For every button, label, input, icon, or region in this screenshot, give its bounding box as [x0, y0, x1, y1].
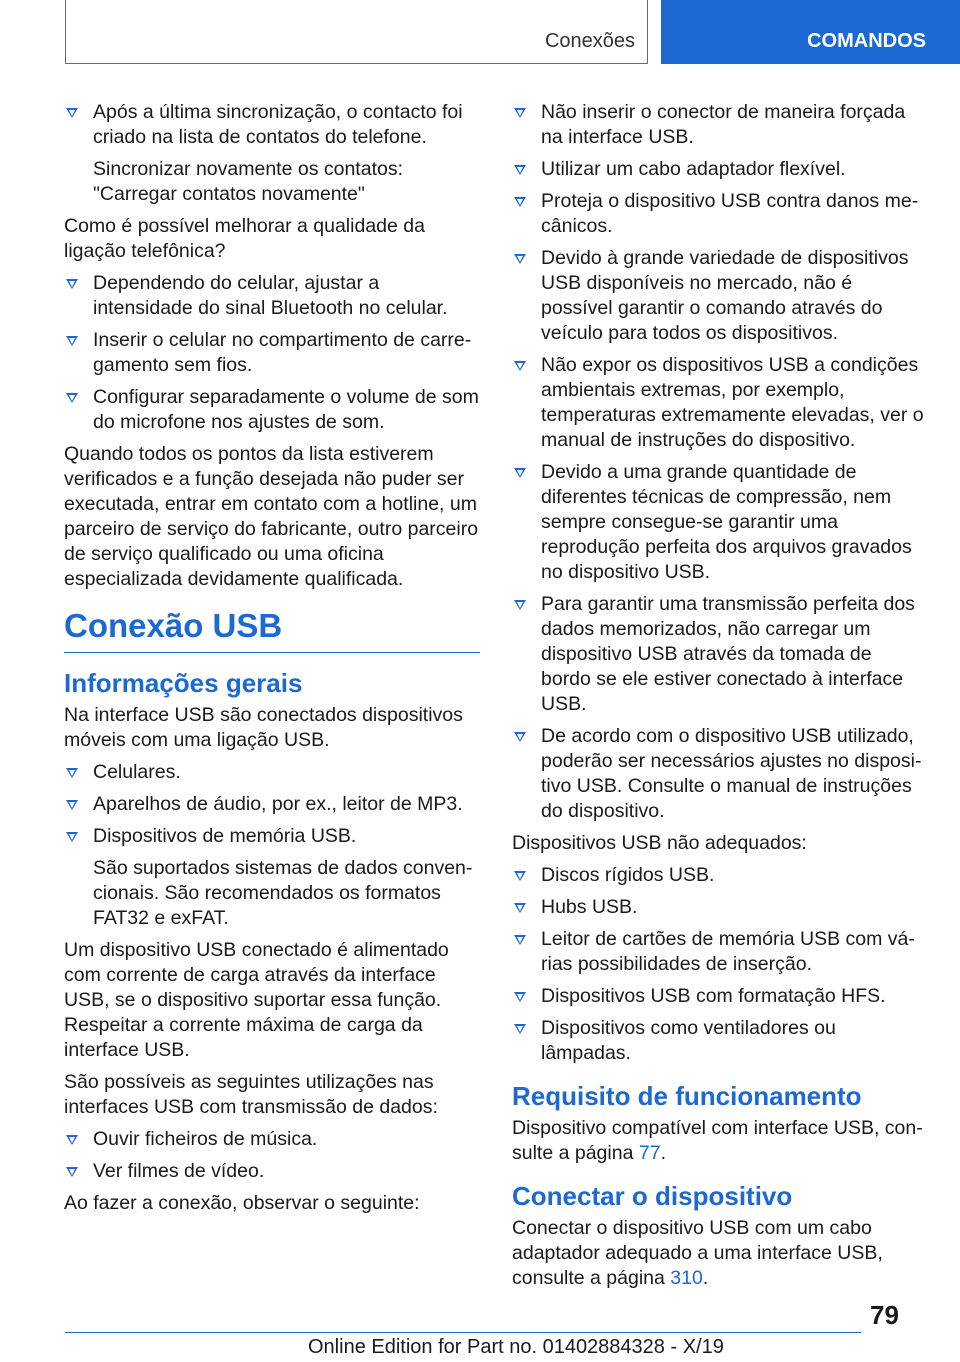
paragraph: Dispositivo compatível com interface USB, consulte a página 77. [512, 1117, 923, 1164]
triangle-bullet-icon [514, 197, 526, 207]
list-item: Dispositivos de memória USB. São suportados sistemas de dados convencionais. São recomendados os formatos FAT32 e exFAT. [64, 824, 480, 931]
list-item: Leitor de cartões de memória USB com várias possibilidades de inserção. [512, 927, 926, 977]
list-item: Ver filmes de vídeo. [64, 1159, 480, 1184]
triangle-bullet-icon [514, 108, 526, 118]
triangle-bullet-icon [514, 254, 526, 264]
list-item: Dispositivos USB com formatação HFS. [512, 984, 926, 1009]
subsection-heading: Conectar o dispositivo [512, 1181, 793, 1211]
list-item-note: Sincronizar novamente os contatos: "Carregar contatos novamente" [93, 158, 404, 205]
list-item: Celulares. [64, 760, 480, 785]
bullet-list [512, 863, 926, 1066]
triangle-bullet-icon [514, 903, 526, 913]
triangle-bullet-icon [66, 768, 78, 778]
left-column [64, 100, 480, 1223]
list-item: Após a última sincronização, o contacto foi criado na lista de contatos do telefone. Sincronizar novamente os contatos: "Carregar contatos novamente" [64, 100, 480, 207]
header-section-title: Conexões [544, 30, 635, 52]
bullet-list [64, 271, 480, 435]
list-item: Não inserir o conector de maneira forçada na interface USB. [512, 100, 926, 150]
triangle-bullet-icon [514, 992, 526, 1002]
page-reference-link[interactable]: 310 [670, 1267, 703, 1289]
list-item: Ouvir ficheiros de música. [64, 1127, 480, 1152]
list-item: Para garantir uma transmissão perfeita dos dados memorizados, não carregar um dispositivo USB através da tomada de bordo se ele estiver conectado à interface USB. [512, 592, 926, 717]
paragraph: São possíveis as seguintes utilizações nas interfaces USB com transmissão de dados: [64, 1071, 438, 1118]
triangle-bullet-icon [514, 732, 526, 742]
bullet-list [64, 1127, 480, 1184]
paragraph: Ao fazer a conexão, observar o seguinte: [64, 1192, 420, 1214]
triangle-bullet-icon [514, 871, 526, 881]
triangle-bullet-icon [514, 165, 526, 175]
list-item: Configurar separadamente o volume de som do microfone nos ajustes de som. [64, 385, 480, 435]
list-item: Inserir o celular no compartimento de carregamento sem fios. [64, 328, 480, 378]
triangle-bullet-icon [66, 1135, 78, 1145]
list-item: De acordo com o dispositivo USB utilizado, poderão ser necessários ajustes no dispositivo USB. Consulte o manual de instruções do dispositivo. [512, 724, 926, 824]
list-item: Proteja o dispositivo USB contra danos mecânicos. [512, 189, 926, 239]
list-item: Aparelhos de áudio, por ex., leitor de MP3. [64, 792, 480, 817]
page-reference-link[interactable]: 77 [638, 1142, 661, 1164]
section-heading: Conexão USB [64, 606, 480, 653]
triangle-bullet-icon [514, 468, 526, 478]
triangle-bullet-icon [66, 1167, 78, 1177]
page-number: 79 [870, 1300, 899, 1330]
footer-edition-text: Online Edition for Part no. 01402884328 - X/19 [308, 1336, 724, 1358]
triangle-bullet-icon [66, 279, 78, 289]
right-column [512, 100, 926, 1298]
bullet-list [64, 760, 480, 931]
paragraph: Um dispositivo USB conectado é alimentado com corrente de carga através da interface USB, se o dispositivo suportar essa função. Respeitar a corrente máxima de carga da interface USB. [64, 939, 449, 1061]
triangle-bullet-icon [66, 336, 78, 346]
list-item: Hubs USB. [512, 895, 926, 920]
paragraph: Dispositivos USB não adequados: [512, 832, 807, 854]
triangle-bullet-icon [514, 935, 526, 945]
triangle-bullet-icon [66, 393, 78, 403]
list-item: Não expor os dispositivos USB a condições ambientais extremas, por exemplo, temperaturas extremamente elevadas, ver o manual de instruções do dispositivo. [512, 353, 926, 453]
triangle-bullet-icon [514, 361, 526, 371]
triangle-bullet-icon [66, 800, 78, 810]
list-item: Discos rígidos USB. [512, 863, 926, 888]
header-chapter-tab [661, 0, 960, 64]
triangle-bullet-icon [514, 1024, 526, 1034]
header-section-tab [65, 0, 648, 64]
list-item: Devido a uma grande quantidade de diferentes técnicas de compressão, nem sempre consegue-se garantir uma reprodução perfeita dos arquivos gravados no dispositivo USB. [512, 460, 926, 585]
bullet-list [512, 100, 926, 824]
list-item: Dispositivos como ventiladores ou lâmpadas. [512, 1016, 926, 1066]
list-item: Utilizar um cabo adaptador flexível. [512, 157, 926, 182]
list-item: Dependendo do celular, ajustar a intensidade do sinal Bluetooth no celular. [64, 271, 480, 321]
footer-divider [65, 1332, 861, 1333]
bullet-list [64, 100, 480, 207]
triangle-bullet-icon [66, 108, 78, 118]
subsection-heading: Informações gerais [64, 668, 303, 698]
triangle-bullet-icon [514, 600, 526, 610]
list-item: Devido à grande variedade de dispositivos USB disponíveis no mercado, não é possível garantir o comando através do veículo para todos os dispositivos. [512, 246, 926, 346]
list-item-note: São suportados sistemas de dados convencionais. São recomendados os formatos FAT32 e exFAT. [93, 857, 473, 929]
triangle-bullet-icon [66, 832, 78, 842]
paragraph: Na interface USB são conectados dispositivos móveis com uma ligação USB. [64, 704, 463, 751]
header-chapter-title: COMANDOS [807, 30, 926, 52]
paragraph: Conectar o dispositivo USB com um cabo adaptador adequado a uma interface USB, consulte a página 310. [512, 1217, 883, 1289]
subsection-heading: Requisito de funcionamento [512, 1081, 862, 1111]
paragraph: Quando todos os pontos da lista estiverem verificados e a função desejada não puder ser executada, entrar em contato com a hotline, um parceiro de serviço do fabricante, outro parceiro de serviço qualificado ou uma oficina especializada devidamente qualificada. [64, 443, 479, 590]
paragraph: Como é possível melhorar a qualidade da ligação telefônica? [64, 215, 425, 262]
